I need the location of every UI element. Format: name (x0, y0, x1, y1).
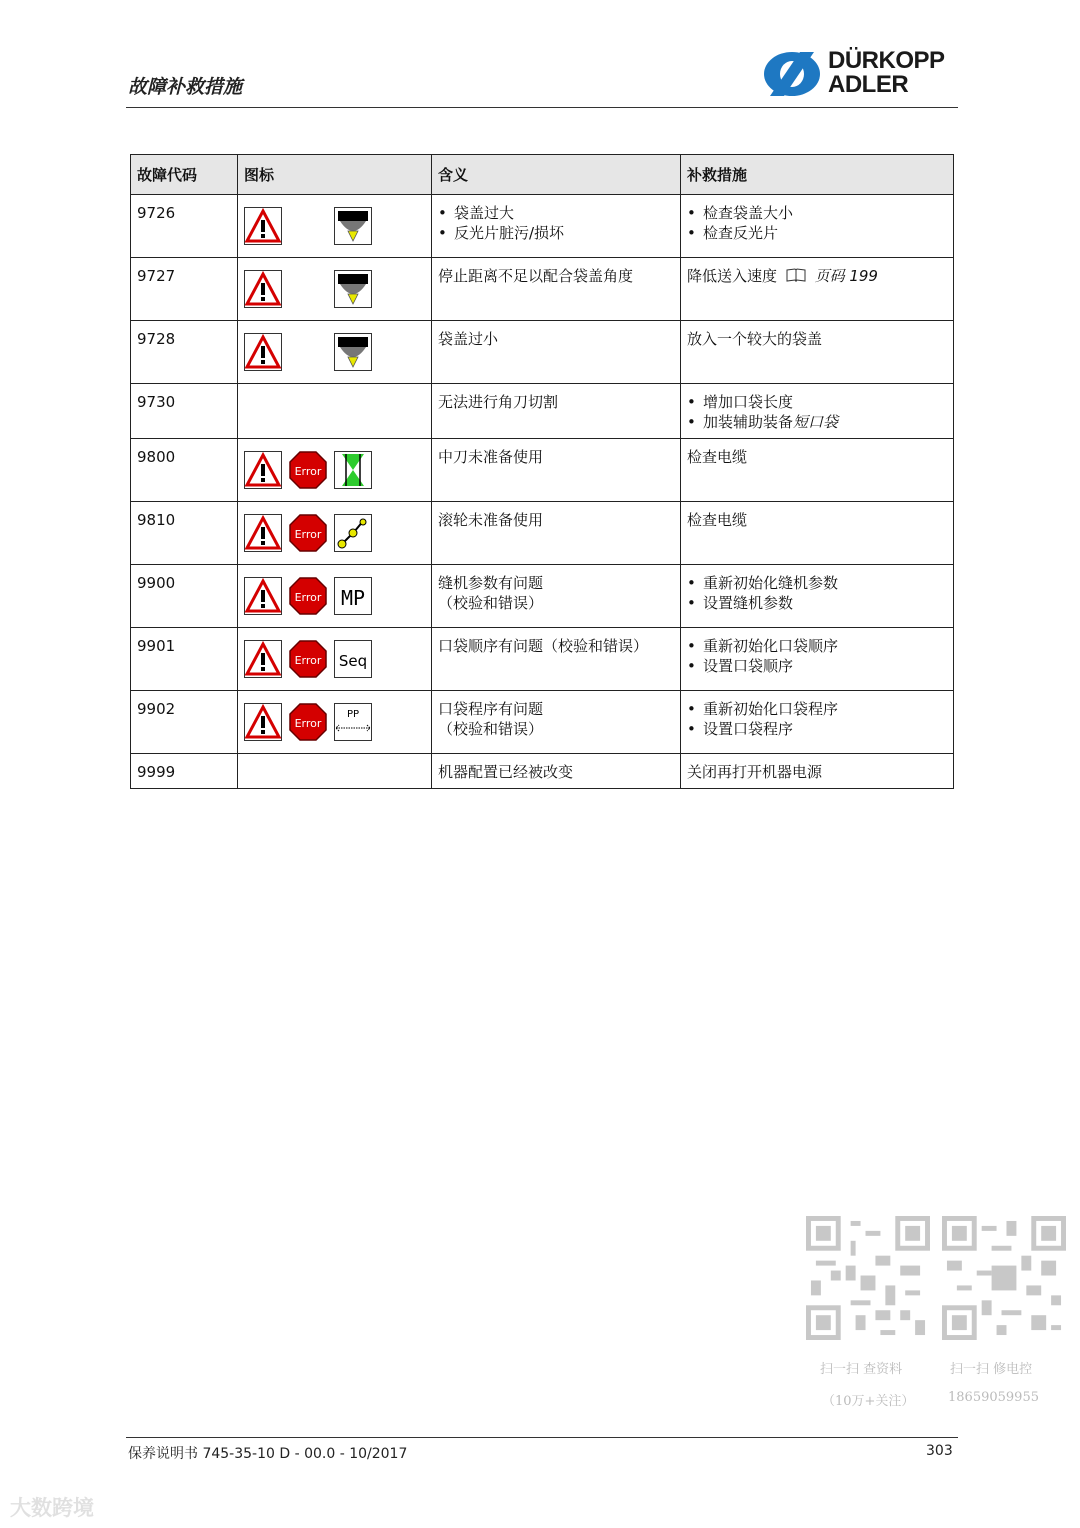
reflector-sensor-icon (334, 207, 372, 245)
table-row (131, 195, 954, 258)
durkopp-adler-logo (762, 47, 962, 100)
remedy-item: • 重新初始化口袋顺序 (687, 636, 947, 656)
table-row (131, 691, 954, 754)
qr-code-materials-icon (806, 1216, 930, 1340)
warning-icon (244, 270, 282, 308)
page-reference-link[interactable]: 页码 199 (814, 267, 878, 285)
reflector-sensor-icon (334, 270, 372, 308)
meaning-item: • 袋盖过大 (438, 203, 674, 223)
warning-icon (244, 207, 282, 245)
fault-code: 9901 (131, 628, 238, 691)
remedy-item: • 重新初始化口袋程序 (687, 699, 947, 719)
error-stop-icon (289, 640, 327, 678)
qr-caption: （10万+关注） (822, 1394, 915, 1409)
fault-code: 9726 (131, 195, 238, 258)
short-pocket-reference[interactable]: 短口袋 (793, 413, 839, 431)
svg-text:PP: PP (346, 709, 360, 720)
table-row (131, 754, 954, 789)
warning-icon (244, 577, 282, 615)
roller-icon (334, 514, 372, 552)
table-header-row (131, 155, 954, 195)
remedy-item: • 检查反光片 (687, 223, 947, 243)
footer-document-id: 保养说明书 745-35-10 D - 00.0 - 10/2017 (128, 1446, 408, 1462)
svg-text:Error: Error (294, 591, 322, 604)
svg-text:Error: Error (294, 465, 322, 478)
fault-code: 9810 (131, 502, 238, 565)
remedy-text: 检查电缆 (681, 439, 954, 502)
fault-code: 9999 (131, 754, 238, 789)
table-row (131, 384, 954, 439)
meaning-line: （校验和错误） (438, 594, 544, 612)
header-fault-code: 故障代码 (131, 155, 238, 195)
meaning-text: 滚轮未准备使用 (432, 502, 681, 565)
error-stop-icon (289, 451, 327, 489)
svg-text:Error: Error (294, 717, 322, 730)
meaning-line: 口袋程序有问题 (438, 700, 544, 718)
meaning-line: 缝机参数有问题 (438, 574, 544, 592)
table-row (131, 321, 954, 384)
remedy-text: 检查电缆 (681, 502, 954, 565)
pocket-program-icon (334, 703, 372, 741)
center-knife-icon (334, 451, 372, 489)
watermark-text: 大数跨境 (10, 1496, 94, 1520)
meaning-text: 口袋顺序有问题（校验和错误） (432, 628, 681, 691)
table-row (131, 258, 954, 321)
fault-code: 9900 (131, 565, 238, 628)
book-icon (786, 268, 806, 282)
warning-icon (244, 703, 282, 741)
table-row (131, 628, 954, 691)
logo-text-adler: ADLER (828, 71, 909, 98)
fault-code: 9727 (131, 258, 238, 321)
fault-code: 9902 (131, 691, 238, 754)
header-icon: 图标 (238, 155, 432, 195)
reflector-sensor-icon (334, 333, 372, 371)
remedy-item: • 设置缝机参数 (687, 593, 947, 613)
meaning-item: • 反光片脏污/损坏 (438, 223, 674, 243)
logo-mark-icon (762, 50, 822, 98)
svg-text:Error: Error (294, 528, 322, 541)
warning-icon (244, 333, 282, 371)
table-row (131, 502, 954, 565)
error-stop-icon (289, 577, 327, 615)
table-row (131, 565, 954, 628)
meaning-text: 无法进行角刀切割 (432, 384, 681, 439)
remedy-text: 放入一个较大的袋盖 (681, 321, 954, 384)
pocket-sequence-icon (334, 640, 372, 678)
remedy-item: • 设置口袋程序 (687, 719, 947, 739)
error-stop-icon (289, 703, 327, 741)
meaning-text: 袋盖过小 (432, 321, 681, 384)
meaning-text: 中刀未准备使用 (432, 439, 681, 502)
meaning-text: 机器配置已经被改变 (432, 754, 681, 789)
fault-code: 9728 (131, 321, 238, 384)
remedy-item: • 加装辅助装备短口袋 (687, 412, 947, 432)
qr-caption: 扫一扫 修电控 (950, 1362, 1033, 1377)
svg-text:Error: Error (294, 654, 322, 667)
fault-code: 9730 (131, 384, 238, 439)
qr-caption: 18659059955 (948, 1390, 1039, 1405)
remedy-item: • 增加口袋长度 (687, 392, 947, 412)
page-number: 303 (926, 1443, 953, 1459)
qr-code-electrics-icon (942, 1216, 1066, 1340)
remedy-item: • 检查袋盖大小 (687, 203, 947, 223)
header-divider (126, 107, 958, 108)
remedy-text: 关闭再打开机器电源 (681, 754, 954, 789)
remedy-item: • 设置口袋顺序 (687, 656, 947, 676)
remedy-item: • 重新初始化缝机参数 (687, 573, 947, 593)
header-remedy: 补救措施 (681, 155, 954, 195)
meaning-text: 停止距离不足以配合袋盖角度 (432, 258, 681, 321)
svg-text:MP: MP (340, 586, 366, 610)
warning-icon (244, 514, 282, 552)
meaning-line: （校验和错误） (438, 720, 544, 738)
svg-text:Seq: Seq (338, 652, 368, 670)
page-header-title: 故障补救措施 (128, 76, 243, 98)
qr-caption: 扫一扫 查资料 (820, 1362, 903, 1377)
warning-icon (244, 451, 282, 489)
logo-text-durkopp: DÜRKOPP (828, 47, 945, 74)
footer-divider (126, 1437, 958, 1438)
fault-table (130, 154, 954, 789)
error-stop-icon (289, 514, 327, 552)
remedy-text: 降低送入速度 (687, 267, 778, 285)
machine-parameter-icon (334, 577, 372, 615)
header-meaning: 含义 (432, 155, 681, 195)
table-row (131, 439, 954, 502)
fault-code: 9800 (131, 439, 238, 502)
warning-icon (244, 640, 282, 678)
